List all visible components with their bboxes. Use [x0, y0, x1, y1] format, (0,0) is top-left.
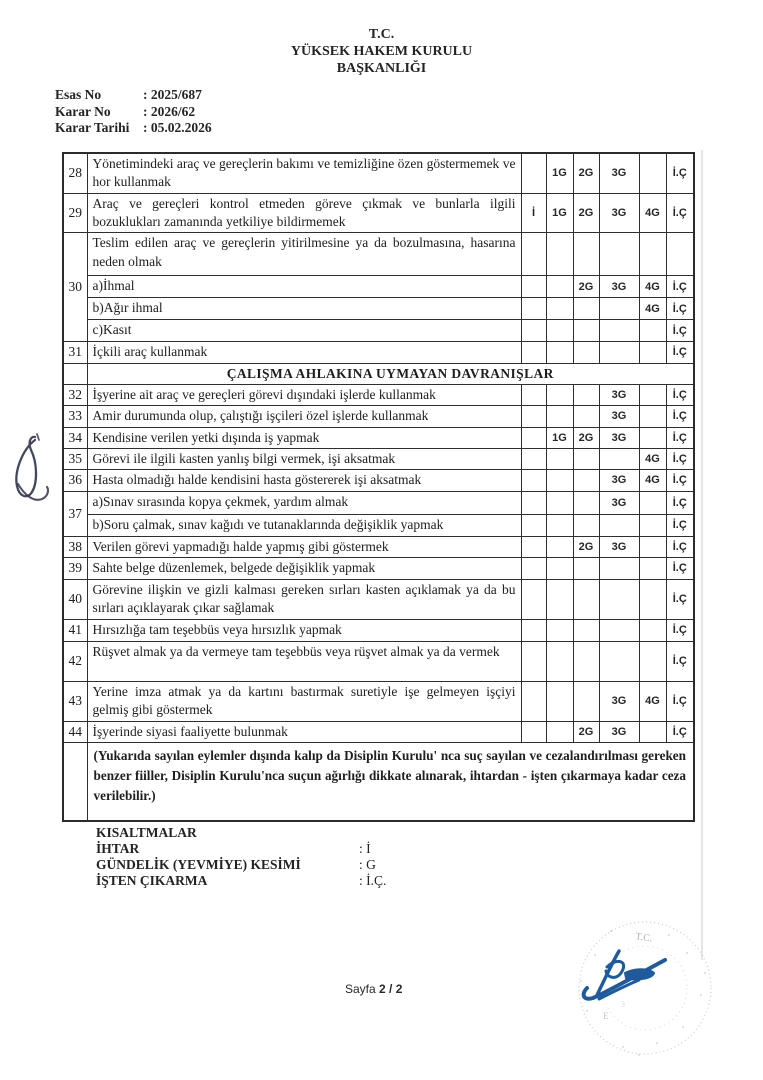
penalty-cell-ic: İ.Ç	[666, 579, 694, 619]
penalty-cell-3g	[599, 298, 639, 320]
penalty-cell-i	[521, 320, 546, 341]
penalty-cell-2g	[573, 681, 599, 721]
rule-row	[63, 153, 694, 193]
paraph-icon	[4, 428, 56, 526]
penalty-cell-3g: 3G	[599, 681, 639, 721]
handwritten-paraph	[4, 428, 56, 526]
penalty-cell-4g	[639, 721, 666, 742]
penalty-cell-2g	[573, 233, 599, 276]
penalty-cell-i	[521, 276, 546, 298]
penalty-cell-2g	[573, 641, 599, 681]
penalty-cell-i	[521, 681, 546, 721]
penalty-cell-4g	[639, 384, 666, 405]
scan-artifact-line	[701, 150, 703, 960]
rule-number: 37	[63, 491, 87, 536]
penalty-cell-ic: İ.Ç	[666, 341, 694, 363]
penalty-cell-1g	[546, 514, 573, 536]
rule-row	[63, 341, 694, 363]
case-value: : 2026/62	[143, 103, 196, 119]
penalty-cell-4g	[639, 536, 666, 557]
rule-number: 33	[63, 406, 87, 427]
rule-text: a)Sınav sırasında kopya çekmek, yardım almak	[87, 491, 521, 514]
rule-text: Yerine imza atmak ya da kartını bastırmak suretiyle işe gelmeyen işçiyi gelmiş gibi göstermek	[87, 681, 521, 721]
rule-number: 34	[63, 427, 87, 448]
penalty-cell-i	[521, 153, 546, 193]
rule-row	[63, 276, 694, 298]
penalty-cell-3g: 3G	[599, 427, 639, 448]
penalty-cell-2g	[573, 448, 599, 469]
penalty-cell-i	[521, 384, 546, 405]
case-value: : 05.02.2026	[143, 120, 212, 135]
penalty-cell-2g	[573, 320, 599, 341]
penalty-cell-i	[521, 514, 546, 536]
penalty-cell-3g: 3G	[599, 193, 639, 233]
penalty-cell-3g	[599, 448, 639, 469]
penalty-cell-4g	[639, 341, 666, 363]
penalty-cell-ic: İ.Ç	[666, 406, 694, 427]
penalty-cell-3g	[599, 514, 639, 536]
rule-text: Hasta olmadığı halde kendisini hasta göstererek işi aksatmak	[87, 470, 521, 491]
penalty-cell-ic: İ.Ç	[666, 153, 694, 193]
penalty-cell-1g	[546, 341, 573, 363]
stamp-top-text: T.C.	[634, 931, 654, 945]
penalty-cell-4g	[639, 233, 666, 276]
case-row-tarih	[55, 120, 212, 137]
penalty-cell-ic	[666, 233, 694, 276]
case-info-block	[55, 87, 212, 137]
penalty-cell-4g: 4G	[639, 193, 666, 233]
penalty-cell-4g	[639, 491, 666, 514]
rule-text: Araç ve gereçleri kontrol etmeden göreve çıkmak ve bunlarla ilgili bozuklukları zamanında yetkiliye bildirmemek	[87, 193, 521, 233]
abbrev-value: : İ	[359, 841, 371, 856]
penalty-cell-ic: İ.Ç	[666, 470, 694, 491]
abbrev-row	[96, 841, 386, 857]
penalty-cell-4g	[639, 557, 666, 579]
penalty-cell-3g: 3G	[599, 470, 639, 491]
penalty-cell-1g	[546, 298, 573, 320]
penalty-cell-3g: 3G	[599, 721, 639, 742]
rule-number: 31	[63, 341, 87, 363]
penalty-cell-i	[521, 557, 546, 579]
penalty-cell-1g	[546, 619, 573, 641]
penalty-cell-4g	[639, 427, 666, 448]
penalty-cell-1g	[546, 536, 573, 557]
penalty-cell-3g: 3G	[599, 384, 639, 405]
rule-row	[63, 406, 694, 427]
rule-row	[63, 427, 694, 448]
penalty-cell-i	[521, 721, 546, 742]
official-stamp	[565, 915, 735, 1065]
penalty-cell-ic: İ.Ç	[666, 536, 694, 557]
penalty-cell-3g: 3G	[599, 491, 639, 514]
penalty-cell-4g	[639, 579, 666, 619]
penalty-cell-3g	[599, 619, 639, 641]
rule-row	[63, 448, 694, 469]
abbrev-row	[96, 873, 386, 889]
penalty-cell-i	[521, 448, 546, 469]
rule-text: b)Soru çalmak, sınav kağıdı ve tutanaklarında değişiklik yapmak	[87, 514, 521, 536]
penalty-cell-1g	[546, 491, 573, 514]
penalty-cell-4g: 4G	[639, 470, 666, 491]
penalty-cell-4g	[639, 514, 666, 536]
penalty-cell-4g	[639, 320, 666, 341]
penalty-cell-1g	[546, 320, 573, 341]
section-header-row	[63, 363, 694, 384]
penalty-cell-i	[521, 341, 546, 363]
abbreviations-block	[96, 825, 386, 889]
penalty-cell-ic: İ.Ç	[666, 557, 694, 579]
penalty-cell-i: İ	[521, 193, 546, 233]
rule-text: İşyerinde siyasi faaliyette bulunmak	[87, 721, 521, 742]
penalty-cell-1g	[546, 721, 573, 742]
penalty-cell-4g: 4G	[639, 448, 666, 469]
rule-number: 35	[63, 448, 87, 469]
page-number	[345, 982, 402, 996]
page-number-label: Sayfa	[345, 982, 376, 996]
penalty-cell-1g	[546, 448, 573, 469]
penalty-cell-4g	[639, 406, 666, 427]
rule-text: Verilen görevi yapmadığı halde yapmış gibi göstermek	[87, 536, 521, 557]
penalty-cell-i	[521, 233, 546, 276]
abbrev-label: GÜNDELİK (YEVMİYE) KESİMİ	[96, 857, 301, 872]
rule-number: 28	[63, 153, 87, 193]
rule-text: c)Kasıt	[87, 320, 521, 341]
penalty-cell-1g: 1G	[546, 427, 573, 448]
rule-text: İçkili araç kullanmak	[87, 341, 521, 363]
penalty-cell-ic: İ.Ç	[666, 681, 694, 721]
rule-number: 40	[63, 579, 87, 619]
penalty-cell-i	[521, 491, 546, 514]
rule-text: Görevi ile ilgili kasten yanlış bilgi vermek, işi aksatmak	[87, 448, 521, 469]
penalty-cell-1g	[546, 641, 573, 681]
penalty-cell-i	[521, 427, 546, 448]
rule-number: 44	[63, 721, 87, 742]
penalty-cell-3g: 3G	[599, 276, 639, 298]
penalty-cell-ic: İ.Ç	[666, 298, 694, 320]
rule-text: Rüşvet almak ya da vermeye tam teşebbüs veya rüşvet almak ya da vermek	[87, 641, 521, 681]
penalty-cell-i	[521, 579, 546, 619]
rule-row	[63, 298, 694, 320]
penalty-cell-ic: İ.Ç	[666, 276, 694, 298]
rule-row	[63, 579, 694, 619]
rule-text: a)İhmal	[87, 276, 521, 298]
penalty-cell-3g	[599, 557, 639, 579]
penalty-cell-4g: 4G	[639, 276, 666, 298]
discipline-table	[62, 152, 695, 822]
penalty-cell-i	[521, 536, 546, 557]
penalty-cell-ic: İ.Ç	[666, 384, 694, 405]
rule-number-cell	[63, 743, 87, 821]
rule-row	[63, 491, 694, 514]
rule-text: Yönetimindeki araç ve gereçlerin bakımı ve temizliğine özen göstermemek ve hor kullanmak	[87, 153, 521, 193]
rule-text: Amir durumunda olup, çalıştığı işçileri özel işlerde kullanmak	[87, 406, 521, 427]
penalty-cell-ic: İ.Ç	[666, 491, 694, 514]
rule-row	[63, 536, 694, 557]
penalty-cell-3g	[599, 341, 639, 363]
penalty-cell-2g: 2G	[573, 721, 599, 742]
penalty-cell-1g	[546, 233, 573, 276]
rule-row	[63, 320, 694, 341]
penalty-cell-2g	[573, 619, 599, 641]
penalty-cell-2g	[573, 514, 599, 536]
rule-row	[63, 641, 694, 681]
rule-row	[63, 193, 694, 233]
case-label: Karar Tarihi	[55, 120, 130, 135]
rule-row	[63, 384, 694, 405]
page-number-value: 2 / 2	[379, 982, 403, 996]
penalty-cell-i	[521, 641, 546, 681]
svg-text:3: 3	[621, 1000, 625, 1009]
rule-number: 43	[63, 681, 87, 721]
penalty-cell-4g	[639, 153, 666, 193]
penalty-cell-1g: 1G	[546, 153, 573, 193]
rule-row	[63, 681, 694, 721]
case-value: : 2025/687	[143, 87, 202, 102]
penalty-cell-2g: 2G	[573, 427, 599, 448]
penalty-cell-1g	[546, 557, 573, 579]
penalty-cell-1g	[546, 681, 573, 721]
penalty-cell-ic: İ.Ç	[666, 641, 694, 681]
penalty-cell-1g	[546, 579, 573, 619]
penalty-cell-3g	[599, 641, 639, 681]
penalty-cell-1g	[546, 406, 573, 427]
rule-row	[63, 619, 694, 641]
penalty-cell-2g: 2G	[573, 276, 599, 298]
penalty-cell-ic: İ.Ç	[666, 448, 694, 469]
rule-text: Teslim edilen araç ve gereçlerin yitirilmesine ya da bozulmasına, hasarına neden olmak	[87, 233, 521, 276]
rule-row	[63, 470, 694, 491]
rule-number: 32	[63, 384, 87, 405]
penalty-cell-2g	[573, 341, 599, 363]
rule-text: Kendisine verilen yetki dışında iş yapmak	[87, 427, 521, 448]
penalty-cell-2g	[573, 384, 599, 405]
penalty-cell-ic: İ.Ç	[666, 619, 694, 641]
penalty-cell-ic: İ.Ç	[666, 514, 694, 536]
letterhead-line2: YÜKSEK HAKEM KURULU	[290, 44, 473, 59]
penalty-cell-2g: 2G	[573, 153, 599, 193]
penalty-cell-4g	[639, 641, 666, 681]
penalty-cell-3g: 3G	[599, 536, 639, 557]
rule-number: 39	[63, 557, 87, 579]
penalty-cell-3g: 3G	[599, 406, 639, 427]
rule-number: 41	[63, 619, 87, 641]
rule-text: Hırsızlığa tam teşebbüs veya hırsızlık yapmak	[87, 619, 521, 641]
penalty-cell-1g: 1G	[546, 193, 573, 233]
penalty-cell-4g: 4G	[639, 681, 666, 721]
penalty-cell-i	[521, 406, 546, 427]
letterhead-line1: T.C.	[368, 27, 395, 42]
penalty-cell-1g	[546, 276, 573, 298]
penalty-cell-2g: 2G	[573, 193, 599, 233]
penalty-cell-2g	[573, 557, 599, 579]
stamp-icon	[565, 915, 735, 1065]
note-text: (Yukarıda sayılan eylemler dışında kalıp da Disiplin Kurulu' nca suç sayılan ve cezalandırılması gereken benzer fiiller, Disiplin Kurulu'nca suçun ağırlığı dikkate alınarak, ihtardan - işten çıkarmaya kadar ceza verilebilir.)	[87, 743, 694, 821]
penalty-cell-3g: 3G	[599, 153, 639, 193]
penalty-cell-2g	[573, 491, 599, 514]
penalty-cell-ic: İ.Ç	[666, 427, 694, 448]
rule-number: 42	[63, 641, 87, 681]
rule-text: İşyerine ait araç ve gereçleri görevi dışındaki işlerde kullanmak	[87, 384, 521, 405]
case-label: Esas No	[55, 87, 102, 102]
penalty-cell-2g: 2G	[573, 536, 599, 557]
signature-icon	[584, 951, 665, 999]
abbrev-label: İŞTEN ÇIKARMA	[96, 873, 208, 888]
abbrev-value: : İ.Ç.	[359, 873, 387, 888]
rule-text: Sahte belge düzenlemek, belgede değişiklik yapmak	[87, 557, 521, 579]
rule-text: Görevine ilişkin ve gizli kalması gereken sırları kasten açıklamak ya da bu sırları açıklayarak çıkar sağlamak	[87, 579, 521, 619]
rule-number: 36	[63, 470, 87, 491]
rule-number: 38	[63, 536, 87, 557]
penalty-cell-i	[521, 298, 546, 320]
penalty-cell-3g	[599, 233, 639, 276]
penalty-cell-1g	[546, 384, 573, 405]
rule-number: 29	[63, 193, 87, 233]
section-title: ÇALIŞMA AHLAKINA UYMAYAN DAVRANIŞLAR	[87, 363, 694, 384]
penalty-cell-i	[521, 470, 546, 491]
case-label: Karar No	[55, 103, 111, 119]
abbrev-label: İHTAR	[96, 841, 140, 856]
penalty-cell-4g	[639, 619, 666, 641]
penalty-cell-ic: İ.Ç	[666, 193, 694, 233]
rule-number: 30	[63, 233, 87, 341]
penalty-cell-2g	[573, 470, 599, 491]
letterhead-line3: BAŞKANLIĞI	[336, 61, 427, 76]
abbrev-value: : G	[359, 857, 376, 872]
case-row-esas	[55, 87, 212, 104]
abbreviations-title: KISALTMALAR	[96, 825, 197, 840]
rule-row	[63, 557, 694, 579]
rule-number-cell	[63, 363, 87, 384]
penalty-cell-4g: 4G	[639, 298, 666, 320]
rule-text: b)Ağır ihmal	[87, 298, 521, 320]
case-row-karar	[55, 104, 212, 121]
penalty-cell-i	[521, 619, 546, 641]
penalty-cell-ic: İ.Ç	[666, 721, 694, 742]
rule-row	[63, 514, 694, 536]
penalty-cell-2g	[573, 579, 599, 619]
note-row	[63, 743, 694, 821]
rule-row	[63, 721, 694, 742]
svg-text:E: E	[603, 1011, 609, 1021]
penalty-cell-ic: İ.Ç	[666, 320, 694, 341]
penalty-cell-2g	[573, 406, 599, 427]
penalty-cell-1g	[546, 470, 573, 491]
penalty-cell-3g	[599, 320, 639, 341]
penalty-cell-3g	[599, 579, 639, 619]
rule-row	[63, 233, 694, 276]
abbrev-row	[96, 857, 386, 873]
penalty-cell-2g	[573, 298, 599, 320]
letterhead	[0, 26, 763, 77]
